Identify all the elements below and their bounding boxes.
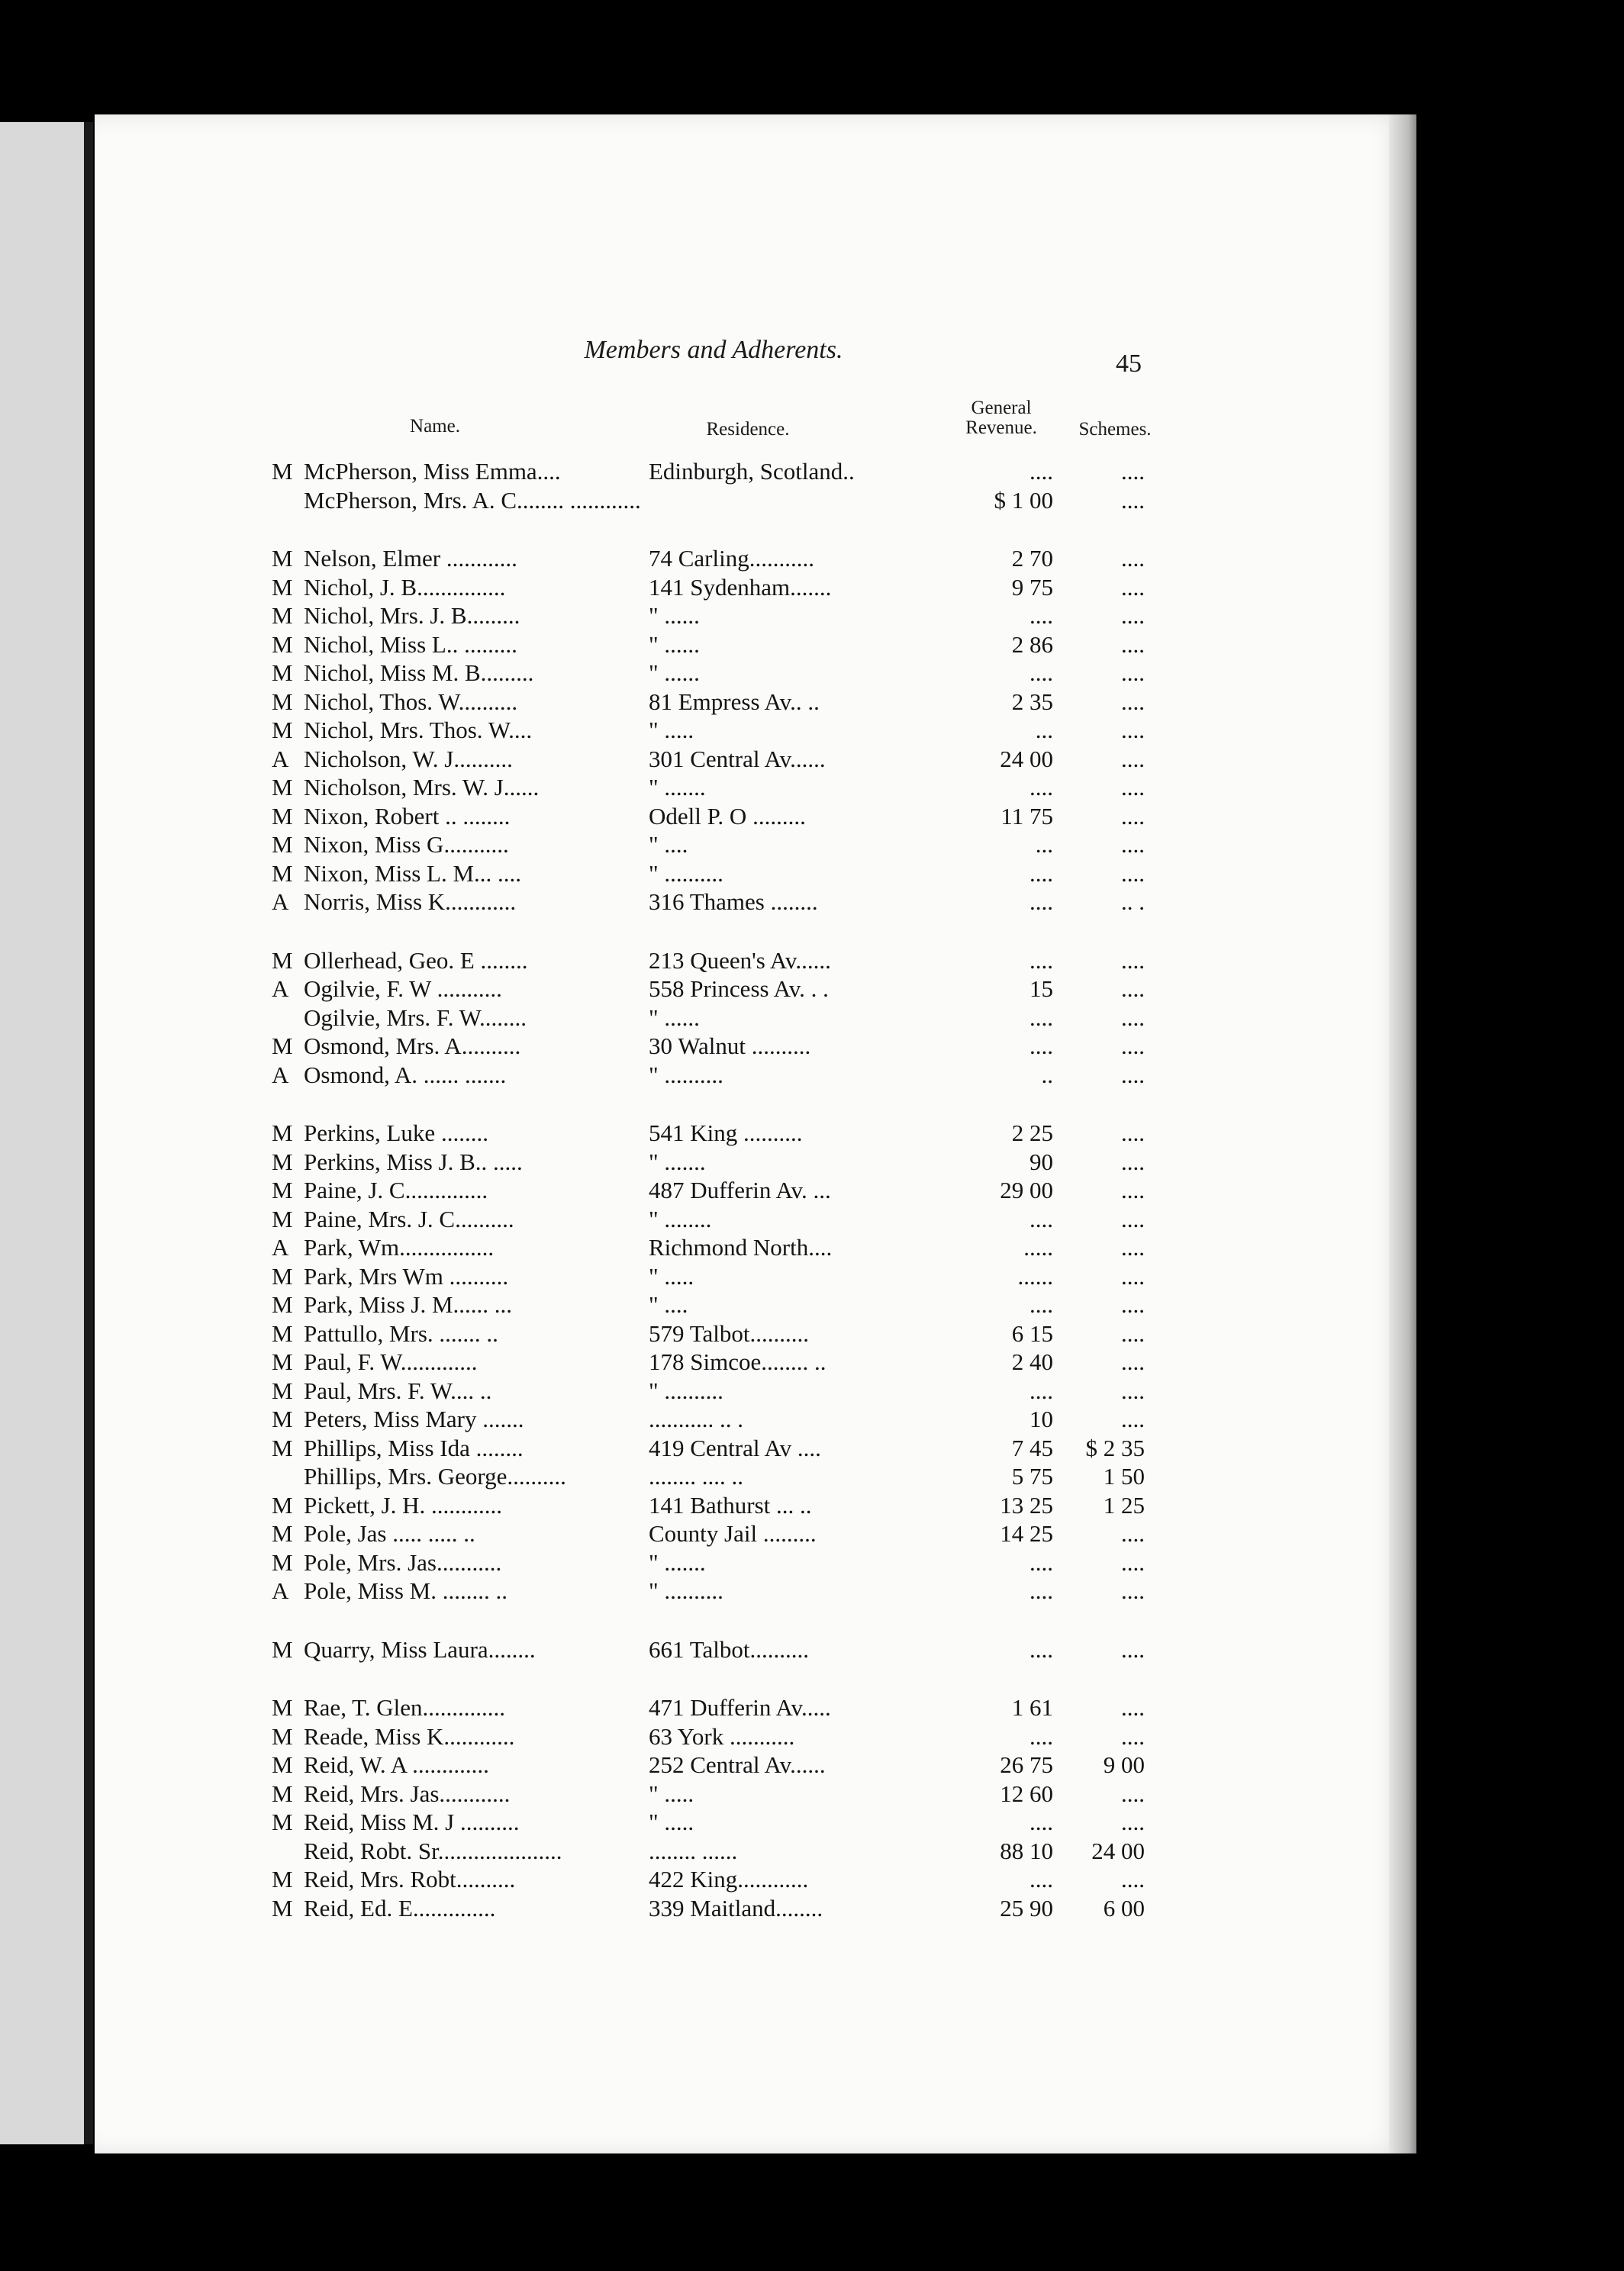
page-edge-shadow — [1389, 114, 1416, 2153]
entry-name: Nixon, Robert .. ........ — [304, 802, 511, 829]
entry-residence: " ........ — [649, 1205, 712, 1232]
entry-status: M — [272, 1148, 293, 1175]
entry-name: Perkins, Miss J. B.. ..... — [304, 1148, 523, 1175]
entry-schemes: .... — [1121, 1148, 1145, 1175]
entry-name: Pattullo, Mrs. ....... .. — [304, 1319, 498, 1347]
section-gap — [261, 1664, 1177, 1694]
entry-general-revenue: .... — [1030, 458, 1053, 485]
entry-status: M — [272, 1751, 293, 1778]
entry-general-revenue: 24 00 — [1000, 745, 1053, 772]
entry-schemes: 1 50 — [1103, 1463, 1145, 1490]
entry-general-revenue: 10 — [1030, 1406, 1053, 1432]
entry-schemes: .... — [1121, 1722, 1145, 1750]
column-header-name: Name. — [410, 416, 460, 436]
entry-schemes: .... — [1121, 1577, 1145, 1604]
list-item — [261, 1838, 1177, 1867]
entry-name: Nichol, Thos. W.......... — [304, 688, 518, 715]
entry-name: Nichol, J. B............... — [304, 573, 506, 601]
entry-schemes: .... — [1121, 573, 1145, 601]
list-item — [261, 1723, 1177, 1752]
entry-residence: 63 York ........... — [649, 1722, 795, 1750]
entry-status: M — [272, 1119, 293, 1146]
list-item — [261, 1809, 1177, 1838]
entry-status: M — [272, 1348, 293, 1375]
list-item — [261, 1291, 1177, 1320]
entry-residence: 141 Bathurst ... .. — [649, 1491, 812, 1519]
column-header-schemes: Schemes. — [1078, 419, 1152, 440]
entry-status: M — [272, 1866, 293, 1892]
list-item — [261, 458, 1177, 487]
entry-status: M — [272, 630, 293, 658]
entry-general-revenue: .... — [1030, 1635, 1053, 1663]
entry-general-revenue: ... — [1035, 831, 1053, 858]
entry-residence: 487 Dufferin Av. ... — [649, 1177, 831, 1203]
list-item — [261, 774, 1177, 803]
entry-schemes: .... — [1121, 1061, 1145, 1088]
entry-schemes: .... — [1121, 1635, 1145, 1663]
entry-general-revenue: 6 15 — [1011, 1319, 1053, 1347]
entry-general-revenue: 88 10 — [1000, 1837, 1053, 1864]
entry-name: Nicholson, Mrs. W. J...... — [304, 774, 540, 800]
list-item — [261, 888, 1177, 917]
entry-schemes: 24 00 — [1091, 1837, 1145, 1864]
entry-general-revenue: 11 75 — [1000, 802, 1053, 829]
entry-schemes: .... — [1121, 717, 1145, 743]
entry-name: Nichol, Mrs. Thos. W.... — [304, 717, 533, 743]
entry-name: Nichol, Mrs. J. B......... — [304, 602, 520, 629]
list-item — [261, 1032, 1177, 1061]
entry-general-revenue: .... — [1030, 1291, 1053, 1318]
entry-residence: 213 Queen's Av...... — [649, 946, 831, 974]
entry-name: Ogilvie, F. W ........... — [304, 975, 502, 1002]
entry-schemes: .. . — [1121, 888, 1145, 915]
entry-residence: 422 King............ — [649, 1866, 809, 1892]
entry-general-revenue: 2 86 — [1011, 630, 1053, 658]
entry-schemes: .... — [1121, 1406, 1145, 1432]
entry-general-revenue: 25 90 — [1000, 1894, 1053, 1921]
entry-general-revenue: 5 75 — [1011, 1463, 1053, 1490]
entry-name: Phillips, Mrs. George.......... — [304, 1463, 566, 1490]
entry-schemes: .... — [1121, 1377, 1145, 1404]
list-item — [261, 1406, 1177, 1435]
entry-residence: " .......... — [649, 1377, 723, 1404]
entry-schemes: .... — [1121, 545, 1145, 572]
entry-name: Nichol, Miss M. B......... — [304, 659, 534, 686]
entry-residence: 81 Empress Av.. .. — [649, 688, 820, 715]
entry-general-revenue: .... — [1030, 774, 1053, 800]
list-item — [261, 1177, 1177, 1206]
entry-status: M — [272, 659, 293, 686]
entry-residence: 252 Central Av...... — [649, 1751, 826, 1778]
list-item — [261, 1435, 1177, 1464]
entry-name: Reid, Robt. Sr..................... — [304, 1837, 562, 1864]
entry-general-revenue: 2 40 — [1011, 1348, 1053, 1375]
entry-schemes: .... — [1121, 1205, 1145, 1232]
list-item — [261, 1320, 1177, 1349]
entry-schemes: .... — [1121, 630, 1145, 658]
entry-status: A — [272, 888, 289, 915]
entry-general-revenue: ..... — [1023, 1234, 1053, 1261]
list-item — [261, 717, 1177, 746]
entry-residence: 419 Central Av .... — [649, 1434, 821, 1461]
entry-residence: " .......... — [649, 859, 723, 887]
entry-name: Rae, T. Glen.............. — [304, 1694, 506, 1721]
list-item — [261, 574, 1177, 603]
entry-name: Nelson, Elmer ............ — [304, 545, 517, 572]
entry-status: M — [272, 774, 293, 800]
entry-schemes: .... — [1121, 1234, 1145, 1261]
entry-status: M — [272, 1406, 293, 1432]
entry-schemes: .... — [1121, 802, 1145, 829]
entry-general-revenue: .. — [1041, 1061, 1053, 1088]
entry-status: M — [272, 859, 293, 887]
entry-status: M — [272, 688, 293, 715]
list-item — [261, 659, 1177, 688]
entry-residence: ........ ...... — [649, 1837, 738, 1864]
entry-name: Paine, J. C.............. — [304, 1177, 488, 1203]
entry-status: M — [272, 1491, 293, 1519]
list-item — [261, 631, 1177, 660]
entry-residence: 74 Carling........... — [649, 545, 814, 572]
entry-status: M — [272, 602, 293, 629]
entry-name: Reid, W. A ............. — [304, 1751, 489, 1778]
entry-residence: 471 Dufferin Av..... — [649, 1694, 831, 1721]
entry-name: Park, Mrs Wm .......... — [304, 1262, 509, 1290]
book-spine — [84, 122, 93, 2144]
entry-schemes: .... — [1121, 458, 1145, 485]
entry-name: Paine, Mrs. J. C.......... — [304, 1205, 514, 1232]
entry-general-revenue: 2 35 — [1011, 688, 1053, 715]
list-item — [261, 1148, 1177, 1177]
list-item — [261, 746, 1177, 775]
entry-general-revenue: 12 60 — [1000, 1780, 1053, 1807]
entry-schemes: .... — [1121, 1780, 1145, 1807]
entry-schemes: .... — [1121, 688, 1145, 715]
list-item — [261, 1866, 1177, 1895]
entry-residence: " ...... — [649, 630, 700, 658]
entry-residence: 541 King .......... — [649, 1119, 803, 1146]
entry-schemes: .... — [1121, 1348, 1145, 1375]
entry-name: Peters, Miss Mary ....... — [304, 1406, 524, 1432]
list-item — [261, 860, 1177, 889]
entry-general-revenue: 7 45 — [1011, 1434, 1053, 1461]
entry-residence: 141 Sydenham....... — [649, 573, 832, 601]
entry-status: M — [272, 1635, 293, 1663]
entry-schemes: .... — [1121, 946, 1145, 974]
entry-name: McPherson, Miss Emma.... — [304, 458, 561, 485]
entry-residence: " ...... — [649, 602, 700, 629]
entry-residence: " ..... — [649, 1809, 694, 1835]
list-item — [261, 602, 1177, 631]
entry-status: M — [272, 1177, 293, 1203]
entry-name: Nichol, Miss L.. ......... — [304, 630, 517, 658]
entry-name: Paul, Mrs. F. W.... .. — [304, 1377, 492, 1404]
entry-general-revenue: .... — [1030, 1003, 1053, 1031]
entry-status: M — [272, 1032, 293, 1059]
entry-schemes: .... — [1121, 1032, 1145, 1059]
entry-name: Quarry, Miss Laura........ — [304, 1635, 536, 1663]
list-item — [261, 1206, 1177, 1235]
entry-general-revenue: 26 75 — [1000, 1751, 1053, 1778]
entry-residence: " ....... — [649, 774, 706, 800]
entry-residence: " .......... — [649, 1577, 723, 1604]
entry-general-revenue: 90 — [1030, 1148, 1053, 1175]
entry-name: Reade, Miss K............ — [304, 1722, 515, 1750]
entry-general-revenue: 14 25 — [1000, 1520, 1053, 1547]
list-item — [261, 688, 1177, 717]
entry-residence: " ....... — [649, 1548, 706, 1576]
entry-general-revenue: 15 — [1030, 975, 1053, 1002]
entry-residence: " ....... — [649, 1148, 706, 1175]
list-item — [261, 1463, 1177, 1492]
entry-general-revenue: 29 00 — [1000, 1177, 1053, 1203]
entry-general-revenue: $ 1 00 — [994, 486, 1053, 514]
entry-name: Perkins, Luke ........ — [304, 1119, 488, 1146]
list-item — [261, 1492, 1177, 1521]
entry-status: M — [272, 946, 293, 974]
entry-status: M — [272, 1780, 293, 1807]
entry-residence: Edinburgh, Scotland.. — [649, 458, 855, 485]
facing-page-edge — [0, 122, 84, 2144]
entry-residence: 661 Talbot.......... — [649, 1635, 809, 1663]
list-item — [261, 1694, 1177, 1723]
entry-general-revenue: .... — [1030, 1032, 1053, 1059]
entry-schemes: .... — [1121, 486, 1145, 514]
entry-general-revenue: 9 75 — [1011, 573, 1053, 601]
entry-name: McPherson, Mrs. A. C........ ............ — [304, 486, 641, 514]
entry-general-revenue: .... — [1030, 1809, 1053, 1835]
entry-schemes: 1 25 — [1103, 1491, 1145, 1519]
entry-status: M — [272, 1548, 293, 1576]
entry-residence: " ..... — [649, 1780, 694, 1807]
entry-status: M — [272, 1520, 293, 1547]
entry-general-revenue: ...... — [1017, 1262, 1053, 1290]
entry-residence: County Jail ......... — [649, 1520, 817, 1547]
entry-status: M — [272, 1694, 293, 1721]
entry-name: Nixon, Miss G........... — [304, 831, 509, 858]
entry-residence: " .......... — [649, 1061, 723, 1088]
list-item — [261, 1549, 1177, 1578]
entry-name: Reid, Mrs. Robt.......... — [304, 1866, 516, 1892]
entry-general-revenue: .... — [1030, 1577, 1053, 1604]
entry-schemes: .... — [1121, 1262, 1145, 1290]
entry-name: Osmond, Mrs. A.......... — [304, 1032, 521, 1059]
list-item — [261, 1348, 1177, 1377]
entry-residence: 301 Central Av...... — [649, 745, 826, 772]
entry-name: Osmond, A. ...... ....... — [304, 1061, 507, 1088]
entry-name: Park, Wm................ — [304, 1234, 495, 1261]
entry-status: M — [272, 1809, 293, 1835]
entry-general-revenue: .... — [1030, 859, 1053, 887]
entry-residence: 316 Thames ........ — [649, 888, 818, 915]
entry-residence: " ...... — [649, 1003, 700, 1031]
entry-schemes: .... — [1121, 745, 1145, 772]
entry-name: Reid, Miss M. J .......... — [304, 1809, 520, 1835]
entry-schemes: 9 00 — [1103, 1751, 1145, 1778]
entry-schemes: 6 00 — [1103, 1894, 1145, 1921]
entry-name: Reid, Ed. E.............. — [304, 1894, 496, 1921]
entry-general-revenue: 2 25 — [1011, 1119, 1053, 1146]
entry-general-revenue: .... — [1030, 659, 1053, 686]
entry-schemes: .... — [1121, 1177, 1145, 1203]
entry-general-revenue: .... — [1030, 1548, 1053, 1576]
entry-status: A — [272, 745, 289, 772]
entry-residence: " .... — [649, 831, 688, 858]
entry-name: Pickett, J. H. ............ — [304, 1491, 503, 1519]
entry-name: Norris, Miss K............ — [304, 888, 517, 915]
entry-residence: " ..... — [649, 717, 694, 743]
entry-schemes: .... — [1121, 1809, 1145, 1835]
page-number: 45 — [1116, 350, 1142, 378]
entry-status: M — [272, 573, 293, 601]
entry-name: Ollerhead, Geo. E ........ — [304, 946, 528, 974]
entry-status: M — [272, 1262, 293, 1290]
entry-residence: ........... .. . — [649, 1406, 743, 1432]
entry-general-revenue: .... — [1030, 1205, 1053, 1232]
entry-status: M — [272, 1319, 293, 1347]
entry-residence: 579 Talbot.......... — [649, 1319, 809, 1347]
entry-general-revenue: .... — [1030, 888, 1053, 915]
list-item — [261, 1636, 1177, 1665]
entry-status: M — [272, 717, 293, 743]
entry-schemes: .... — [1121, 602, 1145, 629]
entry-schemes: .... — [1121, 1520, 1145, 1547]
entry-status: M — [272, 1434, 293, 1461]
entry-residence: " ..... — [649, 1262, 694, 1290]
column-header-residence: Residence. — [706, 419, 790, 440]
entry-residence: Richmond North.... — [649, 1234, 833, 1261]
entry-schemes: .... — [1121, 1003, 1145, 1031]
entry-schemes: .... — [1121, 859, 1145, 887]
entry-general-revenue: .... — [1030, 946, 1053, 974]
entry-status: A — [272, 1234, 289, 1261]
list-item — [261, 1061, 1177, 1090]
list-item — [261, 1780, 1177, 1809]
entry-schemes: .... — [1121, 1119, 1145, 1146]
list-item — [261, 1520, 1177, 1549]
list-item — [261, 1263, 1177, 1292]
section-gap — [261, 1090, 1177, 1119]
entry-general-revenue: 2 70 — [1011, 545, 1053, 572]
entry-status: A — [272, 1577, 289, 1604]
entry-general-revenue: ... — [1035, 717, 1053, 743]
entry-schemes: .... — [1121, 659, 1145, 686]
entry-general-revenue: .... — [1030, 1866, 1053, 1892]
list-item — [261, 947, 1177, 976]
entry-general-revenue: 13 25 — [1000, 1491, 1053, 1519]
entry-status: M — [272, 1377, 293, 1404]
entry-residence: " .... — [649, 1291, 688, 1318]
list-item — [261, 1751, 1177, 1780]
entry-name: Ogilvie, Mrs. F. W........ — [304, 1003, 527, 1031]
entry-name: Pole, Miss M. ........ .. — [304, 1577, 508, 1604]
entry-residence: 178 Simcoe........ .. — [649, 1348, 826, 1375]
entry-schemes: .... — [1121, 1291, 1145, 1318]
entry-general-revenue: 1 61 — [1011, 1694, 1053, 1721]
entry-schemes: .... — [1121, 831, 1145, 858]
list-item — [261, 831, 1177, 860]
list-item — [261, 1577, 1177, 1606]
entry-name: Reid, Mrs. Jas............ — [304, 1780, 511, 1807]
entry-schemes: .... — [1121, 1548, 1145, 1576]
section-gap — [261, 917, 1177, 947]
entry-schemes: .... — [1121, 975, 1145, 1002]
entry-status: M — [272, 802, 293, 829]
entry-name: Pole, Jas ..... ..... .. — [304, 1520, 475, 1547]
list-item — [261, 1234, 1177, 1263]
list-item — [261, 803, 1177, 832]
column-header-general-revenue: General Revenue. — [965, 398, 1037, 438]
entry-general-revenue: .... — [1030, 1377, 1053, 1404]
entry-name: Phillips, Miss Ida ........ — [304, 1434, 524, 1461]
entry-status: A — [272, 975, 289, 1002]
entry-name: Nixon, Miss L. M... .... — [304, 859, 522, 887]
entry-status: M — [272, 1291, 293, 1318]
entry-status: A — [272, 1061, 289, 1088]
entry-schemes: .... — [1121, 1866, 1145, 1892]
entry-status: M — [272, 458, 293, 485]
entry-general-revenue: .... — [1030, 602, 1053, 629]
entry-name: Pole, Mrs. Jas........... — [304, 1548, 502, 1576]
list-item — [261, 1377, 1177, 1406]
running-head: Members and Adherents. — [584, 336, 843, 364]
entry-schemes: .... — [1121, 1694, 1145, 1721]
entry-schemes: .... — [1121, 1319, 1145, 1347]
list-item — [261, 1119, 1177, 1148]
entry-schemes: $ 2 35 — [1085, 1434, 1145, 1461]
list-item — [261, 1895, 1177, 1924]
entry-schemes: .... — [1121, 774, 1145, 800]
entry-status: M — [272, 1894, 293, 1921]
section-gap — [261, 515, 1177, 545]
list-item — [261, 487, 1177, 516]
entry-status: M — [272, 831, 293, 858]
entry-residence: 30 Walnut .......... — [649, 1032, 811, 1059]
entry-residence: ........ .... .. — [649, 1463, 743, 1490]
entry-residence: Odell P. O ......... — [649, 802, 806, 829]
section-gap — [261, 1606, 1177, 1636]
member-list — [261, 458, 1177, 1923]
entry-name: Park, Miss J. M...... ... — [304, 1291, 513, 1318]
list-item — [261, 975, 1177, 1004]
entry-status: M — [272, 545, 293, 572]
entry-status: M — [272, 1722, 293, 1750]
entry-name: Nicholson, W. J.......... — [304, 745, 513, 772]
entry-general-revenue: .... — [1030, 1722, 1053, 1750]
entry-residence: 558 Princess Av. . . — [649, 975, 829, 1002]
entry-status: M — [272, 1205, 293, 1232]
list-item — [261, 545, 1177, 574]
entry-residence: " ...... — [649, 659, 700, 686]
list-item — [261, 1004, 1177, 1033]
entry-name: Paul, F. W............. — [304, 1348, 478, 1375]
entry-residence: 339 Maitland........ — [649, 1894, 823, 1921]
